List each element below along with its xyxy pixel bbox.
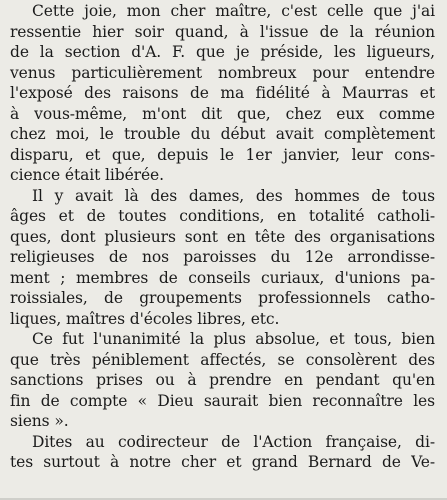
text-line: chez moi, le trouble du début avait complètement — [10, 125, 435, 143]
text-line: religieuses de nos paroisses du 12e arrondisse- — [10, 248, 435, 266]
text-line: l'exposé des raisons de ma fidélité à Maurras et — [10, 84, 435, 102]
text-line: fin de compte « Dieu saurait bien reconnaître les — [10, 391, 435, 410]
text-line: Ce fut l'unanimité la plus absolue, et tous, bien — [32, 330, 435, 348]
text-line: Il y avait là des dames, des hommes de tous — [32, 186, 435, 205]
text-line: Cette joie, mon cher maître, c'est celle que j'ai — [32, 2, 435, 20]
text-column — [10, 1, 435, 473]
text-line: siens ». — [10, 412, 69, 430]
paragraph-1 — [10, 1, 435, 186]
text-line: roissiales, de groupements professionnels catho- — [10, 289, 435, 307]
text-line: disparu, et que, depuis le 1er janvier, leur cons- — [10, 145, 435, 164]
paragraph-4 — [10, 432, 435, 473]
paragraph-2 — [10, 186, 435, 330]
text-line: cience était libérée. — [10, 166, 164, 184]
text-line: que très péniblement affectés, se consolèrent des — [10, 350, 435, 369]
paragraph-3 — [10, 329, 435, 432]
text-line: liques, maîtres d'écoles libres, etc. — [10, 309, 280, 328]
text-line: sanctions prises ou à prendre en pendant qu'en — [10, 371, 435, 389]
text-line: Dites au codirecteur de l'Action française, di- — [32, 432, 435, 451]
text-line: tes surtout à notre cher et grand Bernard de Ve- — [10, 453, 435, 471]
text-line: de la section d'A. F. que je préside, les ligueurs, — [10, 43, 435, 61]
text-line: ment ; membres de conseils curiaux, d'unions pa- — [10, 268, 435, 287]
text-line: venus particulièrement nombreux pour entendre — [10, 63, 435, 82]
text-line: ressentie hier soir quand, à l'issue de la réunion — [10, 22, 435, 41]
text-line: à vous-même, m'ont dit que, chez eux comme — [10, 104, 435, 123]
text-line: ques, dont plusieurs sont en tête des organisations — [10, 227, 435, 246]
text-line: âges et de toutes conditions, en totalité catholi- — [10, 207, 435, 225]
